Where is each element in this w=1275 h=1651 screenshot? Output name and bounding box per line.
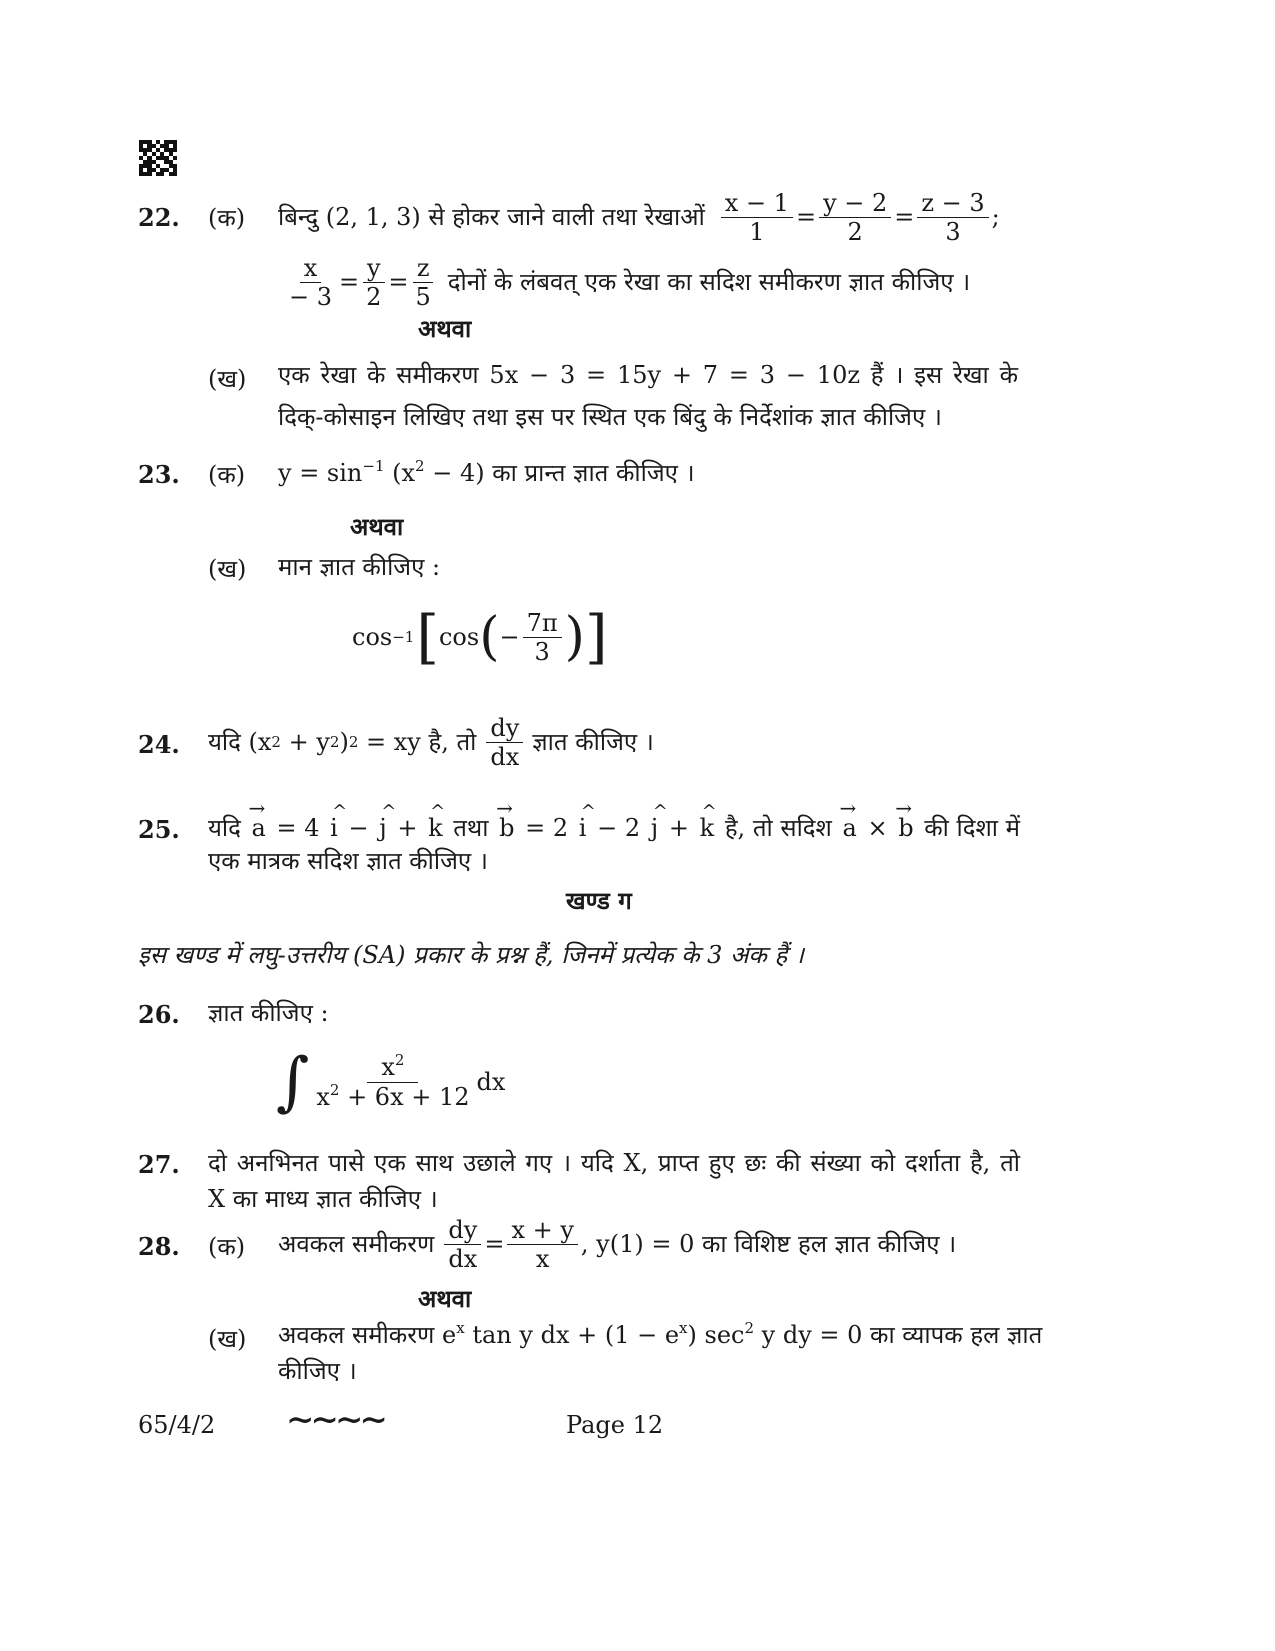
fraction: $\frac{z - 3}{3}$ bbox=[917, 190, 988, 245]
option-label: (ख) bbox=[208, 1325, 247, 1353]
question-number: 26. bbox=[138, 1000, 180, 1029]
q27-line2: X का माध्य ज्ञात कीजिए । bbox=[208, 1185, 438, 1213]
fraction: $\frac{x^2}{x^2 + 6x + 12}$ bbox=[316, 1051, 470, 1111]
fraction: $\frac{dy}{dx}$ bbox=[486, 715, 523, 770]
q22b-line1: एक रेखा के समीकरण 5x − 3 = 15y + 7 = 3 − 10z हैं । इस रेखा के bbox=[278, 361, 1018, 389]
option-label: (क) bbox=[208, 1233, 246, 1261]
question-number: 25. bbox=[138, 815, 180, 844]
q25-line2: एक मात्रक सदिश ज्ञात कीजिए । bbox=[208, 847, 488, 875]
question-number: 23. bbox=[138, 460, 180, 489]
qr-code bbox=[139, 140, 177, 176]
q22a-text: बिन्दु (2, 1, 3) से होकर जाने वाली तथा रेखाओं bbox=[278, 203, 705, 231]
q23b-text: मान ज्ञात कीजिए : bbox=[278, 553, 441, 581]
q28b-line1: अवकल समीकरण $e^x$ tan y dx + $(1 - e^x)$ $\sec^2 y$ dy = 0 का व्यापक हल ज्ञात bbox=[278, 1319, 1043, 1349]
or-label: अथवा bbox=[418, 1284, 472, 1313]
fraction: $\frac{x}{- 3}$ bbox=[289, 253, 333, 311]
option-label: (ख) bbox=[208, 365, 247, 393]
section-title: खण्ड ग bbox=[566, 886, 632, 915]
q28a-text: अवकल समीकरण $\frac{dy}{dx}$ = $\frac{x + y}{x}$ , y(1) = 0 का विशिष्ट हल ज्ञात कीजिए । bbox=[278, 1215, 957, 1273]
fraction: $\frac{y}{2}$ bbox=[362, 255, 385, 310]
q28b-line2: कीजिए । bbox=[278, 1357, 357, 1385]
integral-expression: ∫ $\frac{x^2}{x^2 + 6x + 12}$ dx bbox=[276, 1045, 506, 1119]
question-number: 28. bbox=[138, 1232, 180, 1261]
q22a-line1: बिन्दु (2, 1, 3) से होकर जाने वाली तथा रेखाओं $\frac{x - 1}{1}$ = $\frac{y - 2}{2}$ = $\frac{z - 3}{3}$ ; bbox=[278, 188, 1000, 246]
or-label: अथवा bbox=[350, 512, 404, 541]
q22b-line2: दिक्-कोसाइन लिखिए तथा इस पर स्थित एक बिंदु के निर्देशांक ज्ञात कीजिए । bbox=[278, 403, 942, 431]
fraction: $\frac{z}{5}$ bbox=[412, 255, 435, 310]
q27-line1: दो अनभिनत पासे एक साथ उछाले गए । यदि X, प्राप्त हुए छः की संख्या को दर्शाता है, तो bbox=[208, 1149, 1020, 1177]
q25-line1: यदि → a = 4 ^ i − ^ j + ^ k तथा → b = 2 ^ i − 2 ^ j + ^ k है, तो सदिश → a × → b की दिशा में bbox=[208, 813, 1020, 843]
q22a-line2: $\frac{x}{- 3}$ = $\frac{y}{2}$ = $\frac{z}{5}$ दोनों के लंबवत् एक रेखा का सदिश समीकरण ज्ञात कीजिए । bbox=[282, 250, 970, 314]
q23a-text: $y = \sin^{-1} (x^2 - 4)$ का प्रान्त ज्ञात कीजिए । bbox=[278, 457, 695, 487]
q22a-text2: दोनों के लंबवत् एक रेखा का सदिश समीकरण ज्ञात कीजिए । bbox=[447, 268, 971, 296]
inverse-cos-expression: cos −1 [ cos ( − $\frac{7\pi}{3}$ ) ] bbox=[352, 603, 608, 671]
fraction: $\frac{x + y}{x}$ bbox=[507, 1217, 577, 1272]
fraction: $\frac{y - 2}{2}$ bbox=[819, 190, 891, 245]
or-label: अथवा bbox=[418, 314, 472, 343]
paper-code: 65/4/2 bbox=[138, 1411, 216, 1439]
fraction: $\frac{x - 1}{1}$ bbox=[721, 190, 793, 245]
fraction: $\frac{dy}{dx}$ bbox=[444, 1217, 481, 1272]
option-label: (क) bbox=[208, 204, 246, 232]
option-label: (ख) bbox=[208, 555, 247, 583]
q26-text: ज्ञात कीजिए : bbox=[208, 999, 329, 1027]
question-number: 27. bbox=[138, 1150, 180, 1179]
fraction: $\frac{7\pi}{3}$ bbox=[523, 610, 562, 665]
vector-a: → a bbox=[252, 813, 266, 843]
option-label: (क) bbox=[208, 461, 246, 489]
section-description: इस खण्ड में लघु-उत्तरीय (SA) प्रकार के प्रश्न हैं, जिनमें प्रत्येक के 3 अंक हैं । bbox=[138, 941, 804, 969]
question-number: 24. bbox=[138, 730, 180, 759]
page-number: Page 12 bbox=[566, 1411, 664, 1439]
q24-text: यदि (x 2 + y 2 ) 2 = xy है, तो $\frac{dy}{dx}$ ज्ञात कीजिए । bbox=[208, 713, 654, 771]
wave-decoration: ∼∼∼∼ bbox=[286, 1400, 384, 1440]
question-number: 22. bbox=[138, 203, 180, 232]
vector-b: → b bbox=[499, 813, 514, 843]
